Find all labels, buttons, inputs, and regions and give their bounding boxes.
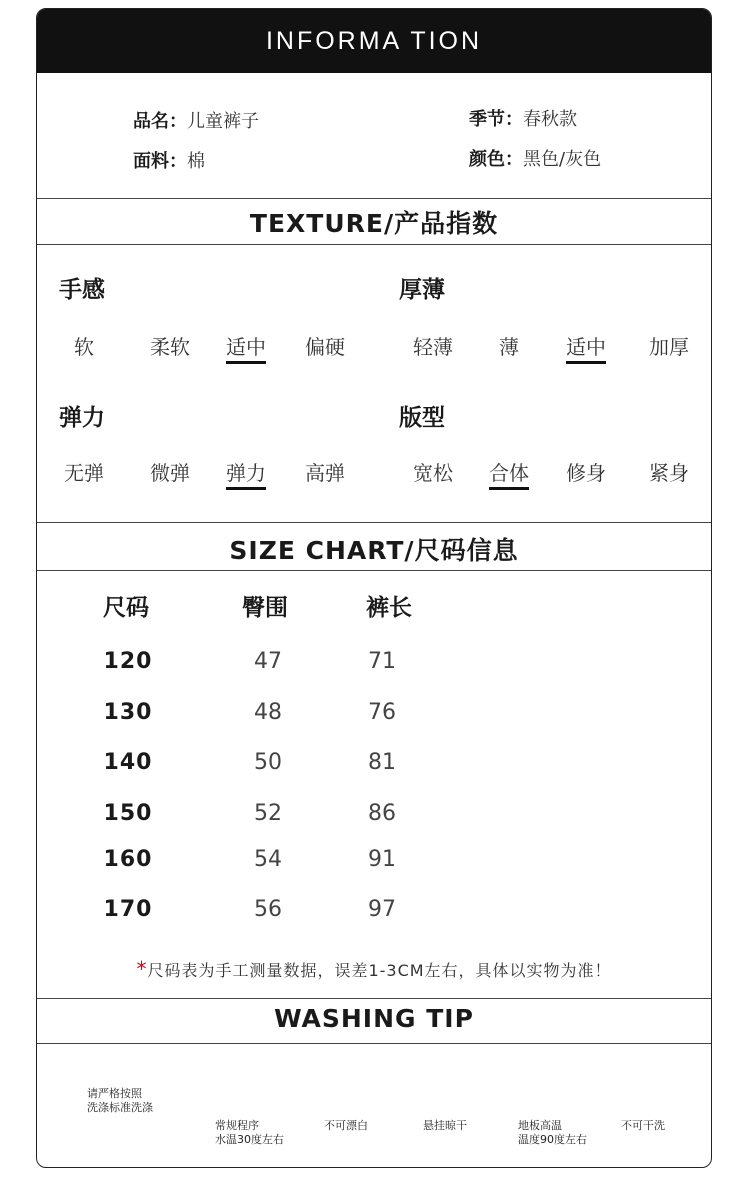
texture-option: 无弹 (64, 461, 104, 485)
texture-option-selected: 适中 (566, 331, 606, 364)
size-cell-size: 150 (103, 801, 153, 826)
texture-option: 紧身 (649, 461, 689, 485)
info-card (36, 8, 712, 1168)
size-cell-size: 170 (103, 897, 153, 922)
size-cell-length: 76 (368, 700, 396, 725)
info-name (133, 107, 259, 133)
info-name-label: 品名： (133, 111, 187, 132)
washing-tip: 悬挂晾干 (423, 1119, 467, 1132)
texture-option-selected: 弹力 (226, 457, 266, 490)
washing-tip: 地板高温 温度90度左右 (518, 1119, 587, 1146)
washing-tip: 不可漂白 (324, 1119, 368, 1132)
divider (37, 570, 711, 571)
size-cell-length: 81 (368, 750, 396, 775)
texture-title: TEXTURE/产品指数 (249, 209, 499, 238)
size-cell-length: 71 (368, 649, 396, 674)
texture-option: 柔软 (150, 335, 190, 359)
info-season-value: 春秋款 (523, 109, 577, 130)
info-color (469, 145, 601, 171)
size-cell-length: 91 (368, 847, 396, 872)
washing-intro: 请严格按照 洗涤标准洗涤 (87, 1087, 153, 1114)
info-color-value: 黑色/灰色 (523, 149, 602, 170)
texture-group-name: 厚薄 (399, 277, 445, 303)
info-fabric-label: 面料： (133, 151, 187, 172)
texture-option: 高弹 (305, 461, 345, 485)
texture-option: 偏硬 (305, 335, 345, 359)
note-star: * (136, 957, 148, 981)
size-cell-size: 120 (103, 649, 153, 674)
texture-group-name: 版型 (399, 405, 445, 431)
info-color-label: 颜色： (469, 149, 523, 170)
texture-option: 软 (74, 335, 94, 359)
size-cell-hip: 54 (254, 847, 282, 872)
header-bar (37, 9, 711, 73)
header-title: INFORMA TION (265, 26, 483, 55)
size-cell-hip: 47 (254, 649, 282, 674)
texture-option: 修身 (566, 461, 606, 485)
divider (37, 522, 711, 523)
washing-tip: 常规程序 水温30度左右 (215, 1119, 284, 1146)
size-cell-hip: 52 (254, 801, 282, 826)
texture-option-selected: 合体 (489, 457, 529, 490)
texture-option: 微弹 (150, 461, 190, 485)
divider (37, 198, 711, 199)
texture-option: 加厚 (649, 335, 689, 359)
texture-option: 轻薄 (413, 335, 453, 359)
size-cell-length: 86 (368, 801, 396, 826)
washing-title: WASHING TIP (274, 1004, 474, 1033)
divider (37, 998, 711, 999)
size-chart-title: SIZE CHART/尺码信息 (229, 536, 519, 565)
texture-option: 宽松 (413, 461, 453, 485)
size-cell-hip: 56 (254, 897, 282, 922)
size-note (37, 957, 711, 981)
size-cell-size: 130 (103, 700, 153, 725)
size-cell-size: 140 (103, 750, 153, 775)
divider (37, 1043, 711, 1044)
info-fabric-value: 棉 (187, 151, 205, 172)
info-season (469, 105, 577, 131)
info-season-label: 季节： (469, 109, 523, 130)
info-fabric (133, 147, 205, 173)
info-name-value: 儿童裤子 (187, 111, 259, 132)
size-header: 臀围 (242, 595, 288, 621)
note-text: 尺码表为手工测量数据，误差1-3CM左右，具体以实物为准！ (147, 961, 612, 980)
divider (37, 244, 711, 245)
texture-group-name: 弹力 (59, 405, 105, 431)
size-header: 裤长 (366, 595, 412, 621)
size-cell-size: 160 (103, 847, 153, 872)
texture-option: 薄 (499, 335, 519, 359)
texture-option-selected: 适中 (226, 331, 266, 364)
size-cell-length: 97 (368, 897, 396, 922)
size-cell-hip: 50 (254, 750, 282, 775)
texture-group-name: 手感 (59, 277, 105, 303)
size-header: 尺码 (103, 595, 149, 621)
size-cell-hip: 48 (254, 700, 282, 725)
washing-tip: 不可干洗 (621, 1119, 665, 1132)
